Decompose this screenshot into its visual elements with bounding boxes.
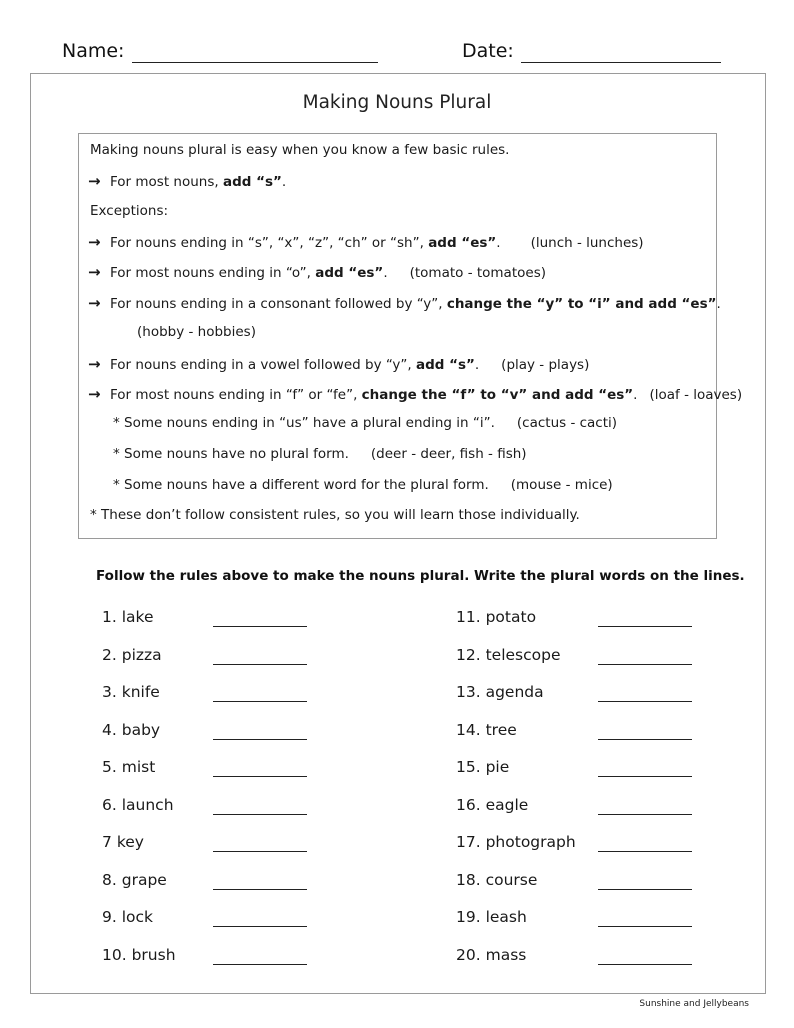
word-item: 11. potato (456, 608, 537, 626)
name-label: Name: (62, 40, 125, 62)
answer-line[interactable] (213, 814, 307, 815)
word-item: 6. launch (102, 795, 174, 814)
rules-note: * These don’t follow consistent rules, so you will learn those individually. (90, 507, 580, 523)
rule-most-nouns: → For most nouns, add “s”. (88, 172, 287, 190)
word-item: 18. course (456, 870, 538, 889)
word-item: 2. pizza (102, 645, 162, 664)
answer-line[interactable] (598, 739, 692, 740)
word-item: 3. knife (102, 683, 160, 701)
word-item: 19. leash (456, 908, 527, 926)
answer-line[interactable] (598, 776, 692, 777)
instructions: Follow the rules above to make the nouns plural. Write the plural words on the lines. (96, 568, 745, 584)
rule-example: (cactus - cacti) (516, 415, 618, 431)
rule-example: (loaf - loaves) (649, 387, 743, 403)
rule-consonant-y: → For nouns ending in a consonant followed by “y”, change the “y” to “i” and add “es”. (88, 294, 721, 312)
word-item: 13. agenda (456, 683, 544, 701)
special-different-word: * Some nouns have a different word for the plural form. (mouse - mice) (113, 477, 613, 493)
arrow-right-icon: → (88, 263, 101, 281)
rule-vowel-y: → For nouns ending in a vowel followed by “y”, add “s”. (play - plays) (88, 355, 590, 373)
answer-line[interactable] (598, 851, 692, 852)
word-item: 20. mass (456, 945, 527, 964)
rule-s-x-z-ch-sh: → For nouns ending in “s”, “x”, “z”, “ch” or “sh”, add “es”. (lunch - lunches) (88, 233, 644, 251)
word-item: 7 key (102, 833, 144, 851)
rule-example: (deer - deer, fish - fish) (370, 446, 527, 462)
rule-example: (hobby - hobbies) (137, 324, 256, 340)
answer-line[interactable] (598, 889, 692, 890)
word-item: 8. grape (102, 870, 167, 889)
arrow-right-icon: → (88, 172, 101, 190)
word-item: 1. lake (102, 608, 154, 626)
answer-line[interactable] (598, 664, 692, 665)
rule-example: (mouse - mice) (510, 477, 613, 493)
answer-line[interactable] (213, 776, 307, 777)
name-field-line[interactable] (132, 62, 378, 63)
answer-line[interactable] (213, 889, 307, 890)
arrow-right-icon: → (88, 294, 101, 312)
date-field-line[interactable] (521, 62, 721, 63)
answer-line[interactable] (598, 701, 692, 702)
rule-example: (lunch - lunches) (530, 235, 644, 251)
arrow-right-icon: → (88, 233, 101, 251)
date-label: Date: (462, 40, 514, 62)
answer-line[interactable] (213, 739, 307, 740)
word-item: 17. photograph (456, 833, 576, 851)
rules-intro: Making nouns plural is easy when you know a few basic rules. (90, 142, 510, 158)
answer-line[interactable] (598, 926, 692, 927)
word-item: 5. mist (102, 758, 156, 776)
special-no-plural: * Some nouns have no plural form. (deer - deer, fish - fish) (113, 446, 527, 462)
answer-line[interactable] (213, 664, 307, 665)
rule-f-fe: → For most nouns ending in “f” or “fe”, change the “f” to “v” and add “es”. (loaf - loaves) (88, 385, 743, 403)
word-item: 12. telescope (456, 645, 561, 664)
answer-line[interactable] (213, 626, 307, 627)
arrow-right-icon: → (88, 355, 101, 373)
footer-credit: Sunshine and Jellybeans (639, 999, 749, 1009)
rule-example: (play - plays) (501, 357, 590, 373)
answer-line[interactable] (598, 814, 692, 815)
answer-line[interactable] (213, 701, 307, 702)
rule-o: → For most nouns ending in “o”, add “es”. (tomato - tomatoes) (88, 263, 546, 281)
answer-line[interactable] (213, 851, 307, 852)
exceptions-label: Exceptions: (90, 203, 169, 219)
word-item: 10. brush (102, 945, 176, 964)
rule-example: (tomato - tomatoes) (409, 265, 546, 281)
word-item: 14. tree (456, 720, 517, 739)
answer-line[interactable] (598, 964, 692, 965)
arrow-right-icon: → (88, 385, 101, 403)
answer-line[interactable] (213, 964, 307, 965)
page-title: Making Nouns Plural (302, 92, 492, 113)
word-item: 9. lock (102, 908, 154, 926)
word-item: 15. pie (456, 758, 510, 776)
answer-line[interactable] (213, 926, 307, 927)
word-item: 16. eagle (456, 795, 529, 814)
special-us-i: * Some nouns ending in “us” have a plural ending in “i”. (cactus - cacti) (113, 415, 618, 431)
word-item: 4. baby (102, 720, 161, 739)
answer-line[interactable] (598, 626, 692, 627)
